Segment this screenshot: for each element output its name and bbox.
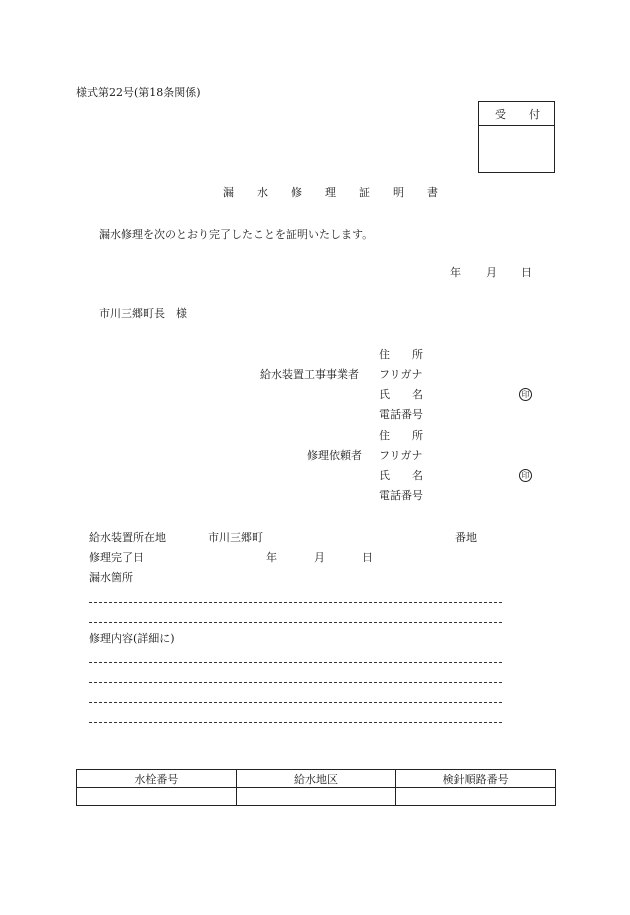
leak-location-label: 漏水箇所 (89, 571, 133, 584)
completion-day-label: 日 (362, 551, 373, 564)
repair-details-line-4 (89, 722, 502, 723)
header-supply-district: 給水地区 (236, 770, 396, 788)
location-lot-suffix: 番地 (455, 531, 477, 544)
date-year-label: 年 (450, 266, 461, 279)
requester-address-label: 住 所 (379, 429, 423, 442)
receipt-label-left: 受 (495, 107, 506, 121)
document-title (223, 186, 438, 200)
repair-details-line-1 (89, 662, 502, 663)
receipt-label-right: 付 (529, 107, 540, 121)
completion-month-label: 月 (314, 551, 325, 564)
cell-tap-number[interactable] (77, 788, 237, 806)
title-char: 漏 (223, 186, 234, 199)
location-label: 給水装置所在地 (89, 531, 166, 544)
title-char: 水 (257, 186, 268, 199)
cell-reading-route-number[interactable] (396, 788, 556, 806)
completion-date-label: 修理完了日 (89, 551, 144, 564)
title-char: 証 (359, 186, 370, 199)
title-char: 書 (427, 186, 438, 199)
requester-furigana-label: フリガナ (379, 449, 423, 462)
requester-seal-icon: 印 (519, 469, 532, 482)
contractor-seal-icon: 印 (519, 388, 532, 401)
contractor-address-label: 住 所 (379, 348, 423, 361)
leak-location-line-2 (89, 622, 502, 623)
repair-details-label: 修理内容(詳細に) (89, 632, 175, 645)
meter-info-table (76, 769, 556, 806)
location-town: 市川三郷町 (208, 531, 263, 544)
contractor-name-label: 氏 名 (379, 388, 423, 401)
repair-details-line-3 (89, 702, 502, 703)
header-reading-route-number: 検針順路番号 (396, 770, 556, 788)
title-char: 明 (393, 186, 404, 199)
requester-phone-label: 電話番号 (379, 489, 423, 502)
addressee: 市川三郷町長 様 (99, 307, 187, 320)
date-month-label: 月 (486, 266, 497, 279)
certification-statement: 漏水修理を次のとおり完了したことを証明いたします。 (99, 228, 374, 241)
title-char: 理 (325, 186, 336, 199)
header-tap-number: 水栓番号 (77, 770, 237, 788)
completion-year-label: 年 (266, 551, 277, 564)
receipt-box-header (479, 102, 554, 126)
contractor-role: 給水装置工事事業者 (260, 368, 359, 381)
cell-supply-district[interactable] (236, 788, 396, 806)
date-day-label: 日 (521, 266, 532, 279)
contractor-furigana-label: フリガナ (379, 368, 423, 381)
leak-location-line-1 (89, 602, 502, 603)
receipt-stamp-box (478, 101, 555, 173)
form-number: 様式第22号(第18条関係) (76, 86, 201, 99)
repair-details-line-2 (89, 682, 502, 683)
requester-role: 修理依頼者 (307, 449, 362, 462)
contractor-phone-label: 電話番号 (379, 408, 423, 421)
table-header-row (77, 770, 556, 788)
requester-name-label: 氏 名 (379, 469, 423, 482)
title-char: 修 (291, 186, 302, 199)
table-row (77, 788, 556, 806)
